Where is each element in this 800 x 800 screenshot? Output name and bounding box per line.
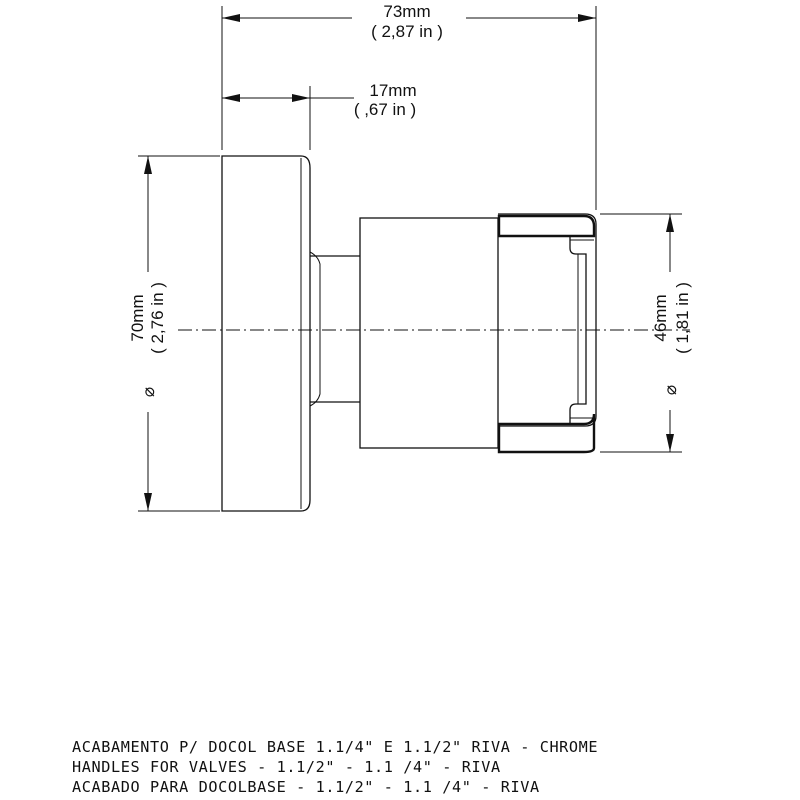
arrowhead-handle-bottom bbox=[666, 434, 674, 452]
handle-upper-lever bbox=[498, 214, 596, 426]
product-caption bbox=[72, 737, 772, 797]
flange-diameter-dimension bbox=[128, 156, 220, 511]
flange-depth-inches: ( ,67 in ) bbox=[353, 100, 417, 119]
arrowhead-flange-right bbox=[292, 94, 310, 102]
handle-lower-bar bbox=[499, 414, 594, 452]
flange-diameter-inches: ( 2,76 in ) bbox=[148, 282, 167, 354]
flange-diameter-mm: 70mm bbox=[128, 294, 147, 342]
handle-diameter-inches: ( 1,81 in ) bbox=[673, 282, 692, 354]
caption-line-portuguese: ACABAMENTO P/ DOCOL BASE 1.1/4" E 1.1/2" RIVA - CHROME bbox=[72, 738, 599, 756]
arrowhead-flange-dia-top bbox=[144, 156, 152, 174]
handle-diameter-mm: 46mm bbox=[651, 294, 670, 342]
overall-length-mm: 73mm bbox=[383, 2, 431, 21]
arrowhead-flange-dia-bottom bbox=[144, 493, 152, 511]
caption-line-spanish: ACABADO PARA DOCOLBASE - 1.1/2" - 1.1 /4" - RIVA bbox=[72, 778, 540, 796]
body-block bbox=[360, 218, 498, 448]
arrowhead-handle-top bbox=[666, 214, 674, 232]
flange-depth-mm: 17mm bbox=[369, 81, 417, 100]
part-outline bbox=[222, 156, 596, 511]
arrowhead-right bbox=[578, 14, 596, 22]
arrowhead-left bbox=[222, 14, 240, 22]
handle-diameter-symbol: ⌀ bbox=[661, 384, 680, 396]
arrowhead-flange-left bbox=[222, 94, 240, 102]
handle-diameter-dimension bbox=[600, 214, 692, 452]
handle-upper-bar bbox=[499, 216, 594, 236]
flange-diameter-symbol: ⌀ bbox=[139, 386, 158, 398]
flange-depth-dimension bbox=[222, 81, 417, 150]
flange-body bbox=[222, 156, 310, 511]
overall-length-inches: ( 2,87 in ) bbox=[371, 22, 443, 41]
neck-top-fillet bbox=[310, 252, 320, 406]
caption-line-english: HANDLES FOR VALVES - 1.1/2" - 1.1 /4" - RIVA bbox=[72, 758, 501, 776]
